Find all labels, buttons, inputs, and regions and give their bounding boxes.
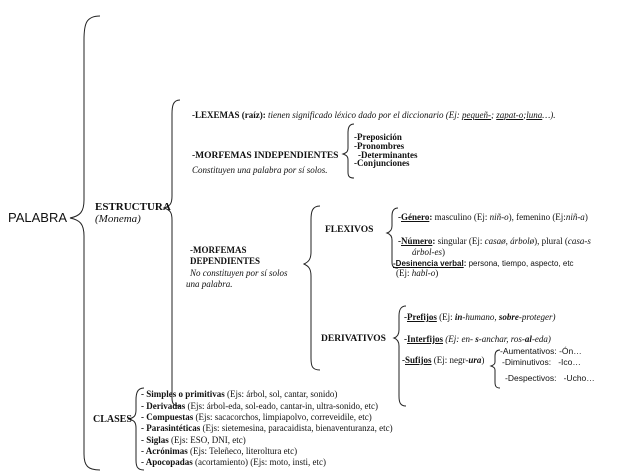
genero-dash: - xyxy=(398,212,401,222)
morf-indep-item: -Conjunciones xyxy=(354,158,410,168)
clase-label: - Derivadas xyxy=(141,401,186,411)
clase-label: - Acrónimas xyxy=(141,446,188,456)
clase-rest: (Ejs: ESO, DNI, etc) xyxy=(168,435,246,445)
genero-mid: ), femenino (Ej: xyxy=(508,212,566,222)
clase-item xyxy=(141,402,378,412)
genero-text: masculino (Ej: xyxy=(432,212,490,222)
desinencia-ex-start: (Ej: xyxy=(396,268,412,278)
prefijos-text: (Ej: xyxy=(436,312,455,322)
numero-sep: , xyxy=(505,236,511,246)
clase-rest: (Ejs: Teleñeco, literoltura etc) xyxy=(187,446,298,456)
prefijos-example-2: sobre xyxy=(498,312,519,322)
sufijos-example: ura xyxy=(468,355,482,365)
genero-example-1: niñ-o xyxy=(489,212,509,222)
clase-item xyxy=(141,458,326,468)
desinencia-text: persona, tiempo, aspecto, etc xyxy=(466,259,574,268)
root-label: PALABRA xyxy=(8,210,68,225)
interfijos-label: Interfijos xyxy=(407,334,443,344)
morf-dep-desc-1: No constituyen por sí solos xyxy=(190,268,288,278)
clase-rest: (Ejs: sacacorchos, limpiapolvo, correveidile, etc) xyxy=(193,412,372,422)
interfijos-text: (Ej: en- xyxy=(443,334,476,344)
brace-morf-dep xyxy=(304,206,320,370)
numero-line-2 xyxy=(412,248,445,258)
clase-label: - Parasintéticas xyxy=(141,423,201,433)
numero-end: ) xyxy=(442,247,445,257)
sufijo-type-aumentativos xyxy=(500,347,582,356)
clase-item xyxy=(141,413,372,423)
lexemas-line xyxy=(192,111,555,121)
morf-dep-desc-2: una palabra. xyxy=(186,279,233,289)
sufijos-text: (Ej: negr- xyxy=(431,355,469,365)
lexemas-end: …). xyxy=(542,110,556,120)
lexemas-example-3: luna xyxy=(526,110,543,120)
sufijo-type-despectivos xyxy=(505,374,595,383)
sufijo-type-diminutivos xyxy=(502,358,581,367)
numero-mid: ), plural ( xyxy=(534,236,568,246)
numero-example-2: árbolø xyxy=(510,236,535,246)
interfijos-example-1: s xyxy=(475,334,479,344)
derivativos-label: DERIVATIVOS xyxy=(321,334,386,344)
numero-example-4: árbol-es xyxy=(412,247,442,257)
desinencia-example: habl-o xyxy=(411,268,436,278)
morf-indep-desc: Constituyen una palabra por sí solos. xyxy=(192,165,328,175)
prefijos-example-2-rest: -proteger) xyxy=(518,312,556,322)
clase-rest: (Ejs: sietemesina, paracaidista, bienaventuranza, etc) xyxy=(200,423,393,433)
genero-colon: : xyxy=(429,212,433,222)
lexemas-desc: tienen significado léxico dado por el diccionario (Ej: xyxy=(265,110,462,120)
numero-example-1: casaø xyxy=(484,236,506,246)
morf-dep-label-2: DEPENDIENTES xyxy=(190,256,261,266)
clase-label: - Simples o primitivas xyxy=(141,389,225,399)
lexemas-example-1: pequeñ- xyxy=(461,110,491,120)
interfijos-example-1-rest: -anchar, ros- xyxy=(478,334,525,344)
interfijos-example-2: al xyxy=(524,334,532,344)
desinencia-line-2 xyxy=(396,269,438,279)
sufijos-end: ) xyxy=(481,355,485,365)
brace-palabra xyxy=(70,16,100,470)
lexemas-sep-1: ; xyxy=(490,110,497,120)
prefijos-example-1: in xyxy=(454,312,463,322)
interfijos-line xyxy=(404,335,551,345)
flexivos-label: FLEXIVOS xyxy=(325,225,374,235)
sufijos-line xyxy=(402,356,484,366)
clases-title: CLASES xyxy=(93,414,132,425)
numero-example-3: casa-s xyxy=(567,236,591,246)
clase-item xyxy=(141,390,337,400)
interfijos-dash: - xyxy=(404,334,407,344)
clase-label: - Siglas xyxy=(141,435,169,445)
clase-item xyxy=(141,436,246,446)
genero-line xyxy=(398,213,588,223)
clase-label: - Apocopadas xyxy=(141,457,193,467)
sufijo-type-value: -Ón… xyxy=(559,346,582,356)
desinencia-end: ) xyxy=(435,268,439,278)
sufijo-type-name: -Despectivos: xyxy=(505,373,557,383)
estructura-subtitle: (Monema) xyxy=(95,213,141,225)
interfijos-example-2-rest: -eda) xyxy=(531,334,551,344)
morf-indep-item: -Determinantes xyxy=(358,150,418,160)
numero-colon: : xyxy=(432,236,436,246)
morf-indep-item: -Preposición xyxy=(354,132,402,142)
numero-text: singular (Ej: xyxy=(435,236,485,246)
numero-label: Número xyxy=(401,236,433,246)
clase-item xyxy=(141,447,297,457)
sufijos-dash: - xyxy=(402,355,405,365)
sufijo-type-value: -Ucho… xyxy=(563,373,595,383)
numero-line xyxy=(398,237,591,247)
lexemas-label: -LEXEMAS (raíz): xyxy=(192,110,266,120)
lexemas-example-2: zapat-o xyxy=(496,110,524,120)
sufijos-label: Sufijos xyxy=(405,355,432,365)
morf-indep-item: -Pronombres xyxy=(354,141,405,151)
lexemas-sep-2: ; xyxy=(523,110,527,120)
genero-label: Género xyxy=(401,212,430,222)
sufijo-type-value: -Ico… xyxy=(558,357,581,367)
desinencia-label: -Desinencia verbal xyxy=(393,259,464,268)
estructura-title: ESTRUCTURA xyxy=(95,201,171,213)
morf-dep-label-1: -MORFEMAS xyxy=(190,245,247,255)
brace-morf-indep xyxy=(343,124,354,178)
clase-rest: (acortamiento) (Ejs: moto, insti, etc) xyxy=(192,457,326,467)
prefijos-dash: - xyxy=(404,312,407,322)
clase-rest: (Ejs: árbol, sol, cantar, sonido) xyxy=(224,389,338,399)
genero-end: ) xyxy=(584,212,588,222)
prefijos-label: Prefijos xyxy=(407,312,437,322)
clase-rest: (Ejs: árbol-eda, sol-eado, cantar-in, ultra-sonido, etc) xyxy=(185,401,378,411)
desinencia-colon: : xyxy=(463,259,467,268)
prefijos-example-1-rest: -humano, xyxy=(462,312,499,322)
clase-label: - Compuestas xyxy=(141,412,194,422)
genero-example-2: niñ-a xyxy=(565,212,585,222)
numero-dash: - xyxy=(398,236,401,246)
clase-item xyxy=(141,424,393,434)
brace-sufijos xyxy=(491,350,500,388)
prefijos-line xyxy=(404,313,556,323)
brace-estructura xyxy=(164,100,180,406)
sufijo-type-name: -Aumentativos: xyxy=(500,346,557,356)
sufijo-type-name: -Diminutivos: xyxy=(502,357,552,367)
morf-indep-label: -MORFEMAS INDEPENDIENTES xyxy=(192,151,339,161)
